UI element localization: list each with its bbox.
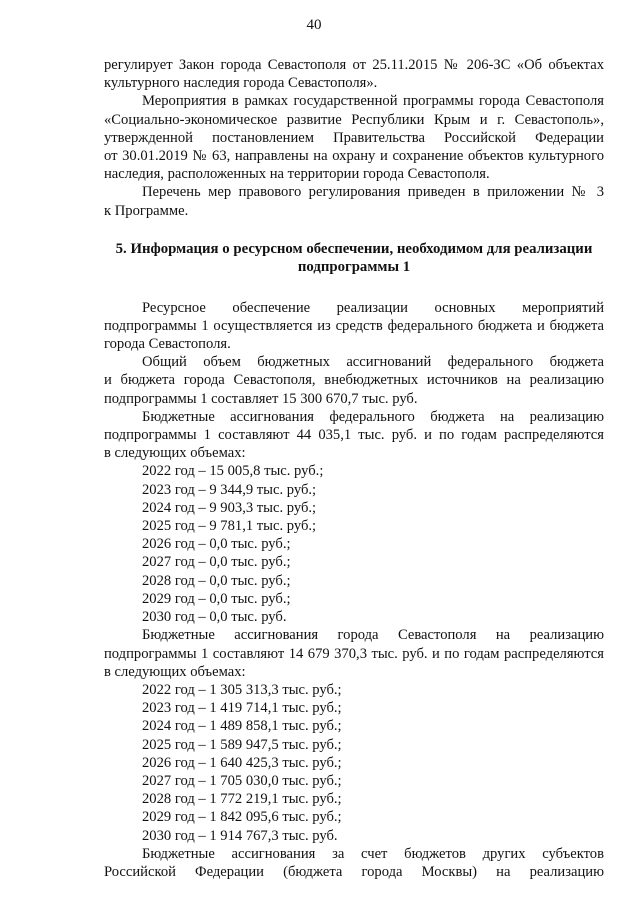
text-line: Ресурсное обеспечение реализации основных мероприятий — [142, 299, 604, 316]
list-item: 2027 год – 0,0 тыс. руб.; — [142, 554, 291, 571]
text-line: Бюджетные ассигнования города Севастополя на реализацию — [142, 627, 604, 644]
text-line: культурного наследия города Севастополя». — [104, 75, 378, 92]
text-line: подпрограммы 1 составляют 14 679 370,3 тыс. руб. и по годам распределяются — [104, 645, 604, 662]
text-line: от 30.01.2019 № 63, направлены на охрану и сохранение объектов культурного — [104, 148, 604, 165]
text-line: Бюджетные ассигнования федерального бюджета на реализацию — [142, 408, 604, 425]
text-line: Мероприятия в рамках государственной программы города Севастополя — [142, 93, 604, 110]
text-line: в следующих объемах: — [104, 445, 246, 462]
federal-budget-paragraph — [104, 408, 604, 463]
list-item: 2022 год – 1 305 313,3 тыс. руб.; — [142, 681, 342, 698]
list-item: 2022 год – 15 005,8 тыс. руб.; — [142, 463, 324, 480]
page-number: 40 — [306, 17, 322, 33]
text-line: в следующих объемах: — [104, 663, 246, 680]
text-line: города Севастополя. — [104, 336, 231, 353]
text-line: «Социально-экономическое развитие Республики Крым и г. Севастополь», — [104, 111, 604, 128]
text-line: подпрограммы 1 осуществляется из средств федерального бюджета и бюджета — [104, 317, 604, 334]
federal-years-list — [104, 462, 604, 626]
text-line: Общий объем бюджетных ассигнований федерального бюджета — [142, 354, 604, 371]
section-title-line: 5. Информация о ресурсном обеспечении, необходимом для реализации — [115, 240, 593, 257]
text-line: подпрограммы 1 составляет 15 300 670,7 тыс. руб. — [104, 390, 418, 407]
list-item: 2024 год – 1 489 858,1 тыс. руб.; — [142, 718, 342, 735]
list-item: 2028 год – 1 772 219,1 тыс. руб.; — [142, 791, 342, 808]
list-item: 2030 год – 0,0 тыс. руб. — [142, 609, 287, 626]
list-item: 2024 год – 9 903,3 тыс. руб.; — [142, 499, 317, 516]
text-line: Российской Федерации (бюджета города Москвы) на реализацию — [104, 863, 604, 880]
list-item: 2028 год – 0,0 тыс. руб.; — [142, 572, 291, 589]
other-budgets-paragraph — [104, 845, 604, 881]
text-line: утвержденной постановлением Правительства Российской Федерации — [104, 129, 604, 146]
city-budget-paragraph — [104, 626, 604, 681]
funding-paragraph-1 — [104, 299, 604, 354]
text-line: регулирует Закон города Севастополя от 25.11.2015 № 206-ЗС «Об объектах — [104, 57, 604, 73]
list-item: 2029 год – 1 842 095,6 тыс. руб.; — [142, 809, 342, 826]
list-item: 2026 год – 0,0 тыс. руб.; — [142, 536, 291, 553]
text-line: Перечень мер правового регулирования приведен в приложении № 3 — [142, 184, 604, 201]
list-item: 2023 год – 1 419 714,1 тыс. руб.; — [142, 700, 342, 717]
funding-paragraph-2 — [104, 353, 604, 408]
list-item: 2025 год – 9 781,1 тыс. руб.; — [142, 518, 317, 535]
list-item: 2029 год – 0,0 тыс. руб.; — [142, 590, 291, 607]
text-line: и бюджета города Севастополя, внебюджетных источников на реализацию — [104, 372, 604, 389]
list-item: 2027 год – 1 705 030,0 тыс. руб.; — [142, 772, 342, 789]
text-line: к Программе. — [104, 202, 189, 219]
text-line: подпрограммы 1 составляют 44 035,1 тыс. руб. и по годам распределяются — [104, 427, 604, 444]
intro-paragraph-3 — [104, 183, 604, 219]
document-body — [104, 56, 604, 881]
list-item: 2023 год – 9 344,9 тыс. руб.; — [142, 481, 317, 498]
intro-paragraph-2 — [104, 92, 604, 183]
section-title — [104, 240, 604, 277]
text-line: наследия, расположенных на территории города Севастополя. — [104, 166, 490, 183]
intro-paragraph-1 — [104, 56, 604, 92]
list-item: 2030 год – 1 914 767,3 тыс. руб. — [142, 827, 338, 844]
list-item: 2026 год – 1 640 425,3 тыс. руб.; — [142, 754, 342, 771]
list-item: 2025 год – 1 589 947,5 тыс. руб.; — [142, 736, 342, 753]
text-line: Бюджетные ассигнования за счет бюджетов других субъектов — [142, 845, 604, 862]
city-years-list — [104, 681, 604, 845]
section-title-line: подпрограммы 1 — [297, 259, 411, 276]
